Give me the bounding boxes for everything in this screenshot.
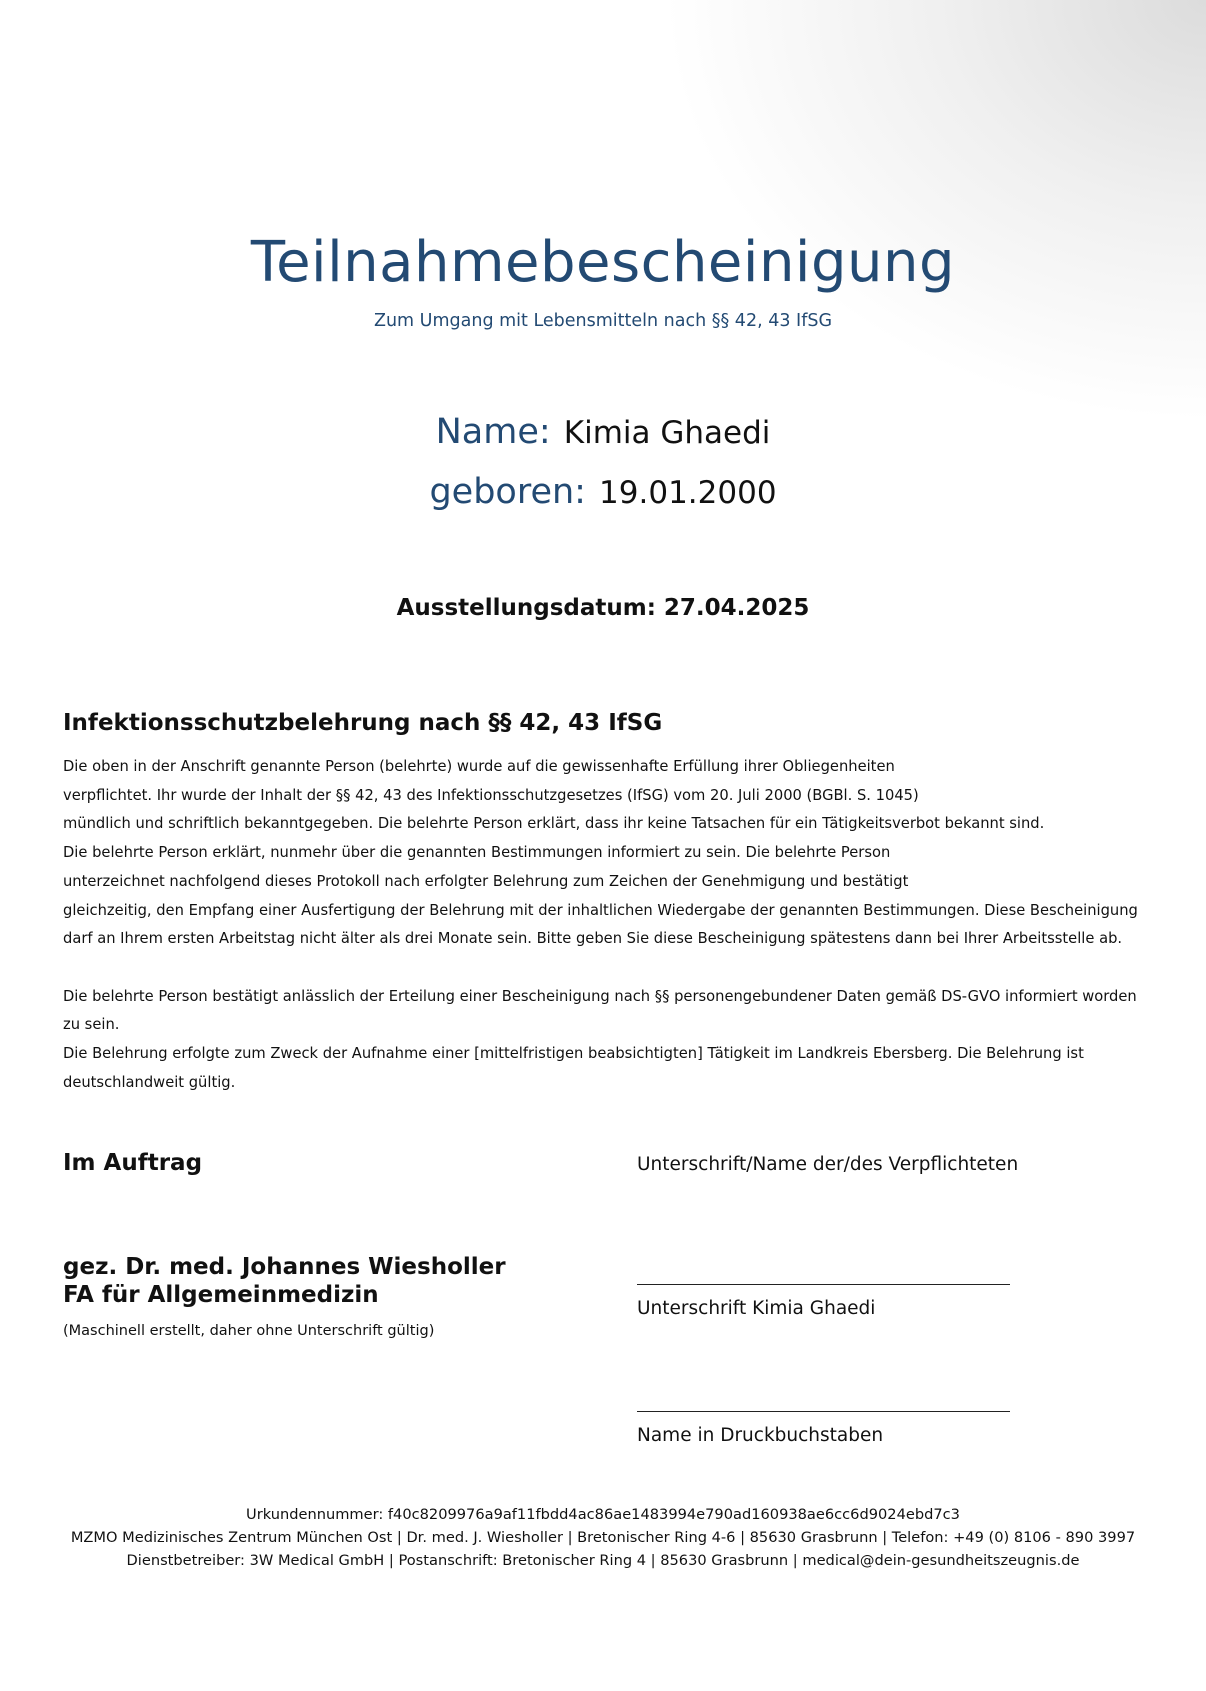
footer-address: MZMO Medizinisches Zentrum München Ost | Dr. med. J. Wiesholler | Bretonischer Ring 4-6 | 85630 Grasbrunn | Telefon: +49 (0) 8106 - 890 3997 [70,1529,1136,1546]
paragraph-line: Die Belehrung erfolgte zum Zweck der Aufnahme einer [mittelfristigen beabsichtigten] Tätigkeit im Landkreis Ebersberg. Die Belehrung ist [63,1045,1084,1063]
certificate-number: Urkundennummer: f40c8209976a9af11fbdd4ac86ae1483994e790ad160938ae6cc6d9024ebd7c3 [246,1506,960,1523]
paragraph-line: Die belehrte Person bestätigt anlässlich der Erteilung einer Bescheinigung nach §§ personengebundener Daten gemäß DS-GVO informiert worden [63,987,1137,1005]
section-title: Infektionsschutzbelehrung nach §§ 42, 43 IfSG [63,710,663,736]
doctor-title: FA für Allgemeinmedizin [63,1282,379,1308]
person-birth-row [0,472,1206,512]
paragraph-line: deutschlandweit gültig. [63,1073,236,1091]
paragraph-gap [63,954,1148,983]
body-text [63,753,1148,1097]
footer [0,1503,1206,1572]
im-auftrag-label: Im Auftrag [63,1150,203,1176]
obligor-signature-heading: Unterschrift/Name der/des Verpflichteten [637,1154,1019,1175]
page-title: Teilnahmebescheinigung [250,230,956,295]
footer-operator: Dienstbetreiber: 3W Medical GmbH | Postanschrift: Bretonischer Ring 4 | 85630 Grasbrunn | medical@dein-gesundheitszeugnis.de [126,1552,1080,1569]
issue-date: Ausstellungsdatum: 27.04.2025 [396,595,810,621]
paragraph-line: unterzeichnet nachfolgend dieses Protokoll nach erfolgter Belehrung zum Zeichen der Genehmigung und bestätigt [63,872,909,890]
paragraph-line: Die belehrte Person erklärt, nunmehr über die genannten Bestimmungen informiert zu sein. Die belehrte Person [63,844,891,862]
doctor-name: gez. Dr. med. Johannes Wiesholler [63,1254,506,1280]
paragraph-line: Die oben in der Anschrift genannte Person (belehrte) wurde auf die gewissenhafte Erfüllung ihrer Obliegenheiten [63,758,895,775]
print-name-label: Name in Druckbuchstaben [637,1425,884,1446]
birth-date: 19.01.2000 [599,475,777,511]
page-subtitle: Zum Umgang mit Lebensmitteln nach §§ 42, 43 IfSG [373,311,833,331]
paragraph-line: gleichzeitig, den Empfang einer Ausfertigung der Belehrung mit der inhaltlichen Wiedergabe der genannten Bestimmungen. Diese Bescheinigung [63,901,1138,919]
signature-label: Unterschrift Kimia Ghaedi [637,1298,876,1319]
paragraph-line: zu sein. [63,1016,120,1034]
paragraph-line: verpflichtet. Ihr wurde der Inhalt der §§ 42, 43 des Infektionsschutzgesetzes (IfSG) vom 20. Juli 2000 (BGBl. S. 1045) [63,786,919,804]
person-name: Kimia Ghaedi [563,415,771,451]
machine-generated-note: (Maschinell erstellt, daher ohne Unterschrift gültig) [63,1323,435,1339]
person-name-row [0,412,1206,452]
paragraph-line: mündlich und schriftlich bekanntgegeben. Die belehrte Person erklärt, dass ihr keine Tatsachen für ein Tätigkeitsverbot bekannt sind. [63,815,1045,833]
birth-label: geboren: [429,472,586,512]
print-name-line [637,1411,1010,1412]
doctor-signature-block [63,1253,506,1309]
name-label: Name: [435,412,551,452]
signature-line [637,1284,1010,1285]
paragraph-line: darf an Ihrem ersten Arbeitstag nicht älter als drei Monate sein. Bitte geben Sie diese Bescheinigung spätestens dann bei Ihrer Arbeitsstelle ab. [63,930,1123,948]
